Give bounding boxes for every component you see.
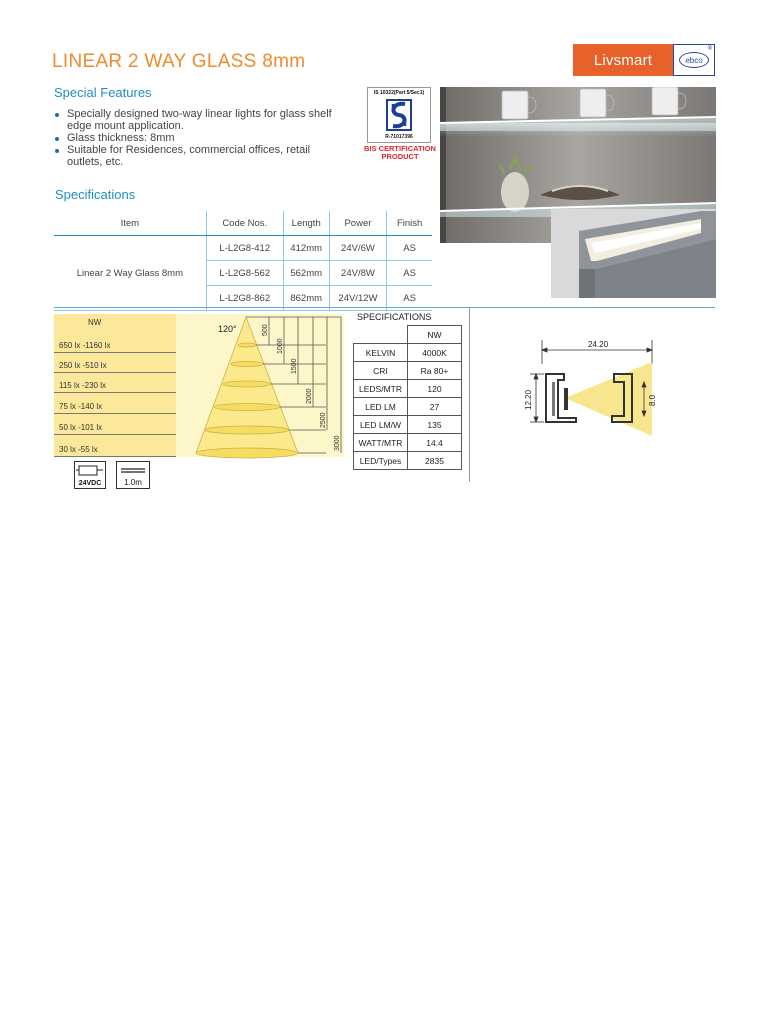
feature-item: Glass thickness: 8mm (54, 132, 344, 144)
bis-standard: IS 10322(Part 5/Sec1) (373, 90, 425, 96)
glass-thickness-dimension: 8.0 (648, 394, 657, 406)
lux-levels (54, 314, 176, 457)
accessory-icons (74, 461, 154, 491)
code-cell: L-L2G8-562 (206, 261, 283, 286)
spec-value: 2835 (408, 452, 462, 470)
features-list (54, 108, 344, 168)
power-cell: 24V/8W (329, 261, 387, 286)
spec-value: 27 (408, 398, 462, 416)
finish-cell: AS (387, 236, 432, 261)
table-header-row (354, 326, 462, 344)
column-header: Length (283, 211, 329, 236)
lux-level-row: 115 lx -230 lx (54, 373, 176, 393)
section-divider (54, 307, 715, 308)
lux-colour-label: NW (88, 318, 102, 327)
table-row (354, 344, 462, 362)
spec-key: LEDS/MTR (354, 380, 408, 398)
table-row (354, 380, 462, 398)
power-cell: 24V/6W (329, 236, 387, 261)
cable-length-label: 1.0m (124, 478, 142, 487)
feature-item: Suitable for Residences, commercial offices, retail outlets, etc. (54, 144, 344, 168)
profile-cross-section-drawing (520, 330, 670, 440)
lux-diagram (54, 314, 344, 464)
ebco-wordmark: ebco (679, 52, 709, 68)
distance-label: 2500 (320, 412, 327, 428)
code-cell: L-L2G8-862 (206, 286, 283, 311)
height-dimension: 12.20 (524, 389, 533, 410)
light-specifications-table (353, 325, 462, 470)
profile-closeup-photo (551, 209, 716, 298)
spec-value: Ra 80+ (408, 362, 462, 380)
bis-caption-line: PRODUCT (381, 152, 419, 161)
distance-label: 3000 (334, 435, 341, 451)
table-header-row (54, 211, 432, 236)
special-features-heading: Special Features (54, 85, 152, 100)
specifications-heading: Specifications (55, 187, 136, 202)
code-cell: L-L2G8-412 (206, 236, 283, 261)
bis-certification-mark (367, 87, 431, 143)
cable-icon (116, 461, 150, 489)
finish-cell: AS (387, 286, 432, 311)
column-header: Finish (387, 211, 432, 236)
length-cell: 562mm (283, 261, 329, 286)
column-header: Code Nos. (206, 211, 283, 236)
finish-cell: AS (387, 261, 432, 286)
spec-value: 135 (408, 416, 462, 434)
spec-key: CRI (354, 362, 408, 380)
specifications-table (54, 211, 432, 311)
spec-key: KELVIN (354, 344, 408, 362)
spec-value: 4000K (408, 344, 462, 362)
registered-mark: ® (707, 46, 712, 52)
distance-label: 2000 (306, 388, 313, 404)
spec-value: 120 (408, 380, 462, 398)
blank-cell (354, 326, 408, 344)
length-cell: 412mm (283, 236, 329, 261)
spec-key: LED/Types (354, 452, 408, 470)
brand-logo (573, 44, 715, 76)
spec-value: 14.4 (408, 434, 462, 452)
lux-level-row: 50 lx -101 lx (54, 415, 176, 435)
specifications-table-title: SPECIFICATIONS (357, 312, 432, 322)
table-row (354, 398, 462, 416)
column-header: Item (54, 211, 206, 236)
lux-level-row: 650 lx -1160 lx (54, 333, 176, 353)
bis-caption-line: BIS CERTIFICATION (364, 144, 436, 153)
bis-caption (355, 145, 445, 161)
table-row (354, 362, 462, 380)
driver-voltage-label: 24VDC (78, 480, 102, 487)
column-header: NW (408, 326, 462, 344)
table-row (354, 452, 462, 470)
column-header: Power (329, 211, 387, 236)
livsmart-logo: Livsmart (573, 44, 673, 76)
lux-level-row: 250 lx -510 lx (54, 353, 176, 373)
width-dimension: 24.20 (588, 340, 609, 349)
spec-key: WATT/MTR (354, 434, 408, 452)
distance-label: 1500 (291, 358, 298, 374)
spec-key: LED LM (354, 398, 408, 416)
table-row (354, 434, 462, 452)
power-cell: 24V/12W (329, 286, 387, 311)
distance-label: 500 (262, 324, 269, 336)
length-cell: 862mm (283, 286, 329, 311)
vertical-divider (469, 308, 470, 482)
driver-icon (74, 461, 106, 489)
ebco-logo (673, 44, 715, 76)
lux-level-row: 30 lx -55 lx (54, 437, 176, 457)
bis-licence-number: R-71017396 (385, 134, 413, 140)
distance-label: 1000 (277, 338, 284, 354)
spec-key: LED LM/W (354, 416, 408, 434)
beam-angle-label: 120° (218, 324, 237, 334)
item-name-cell: Linear 2 Way Glass 8mm (54, 236, 206, 311)
table-row (354, 416, 462, 434)
beam-cone-graphic (176, 314, 344, 464)
page-title: LINEAR 2 WAY GLASS 8mm (52, 51, 306, 72)
table-row (54, 236, 432, 261)
feature-item: Specially designed two-way linear lights for glass shelf edge mount application. (54, 108, 344, 132)
lux-level-row: 75 lx -140 lx (54, 394, 176, 414)
